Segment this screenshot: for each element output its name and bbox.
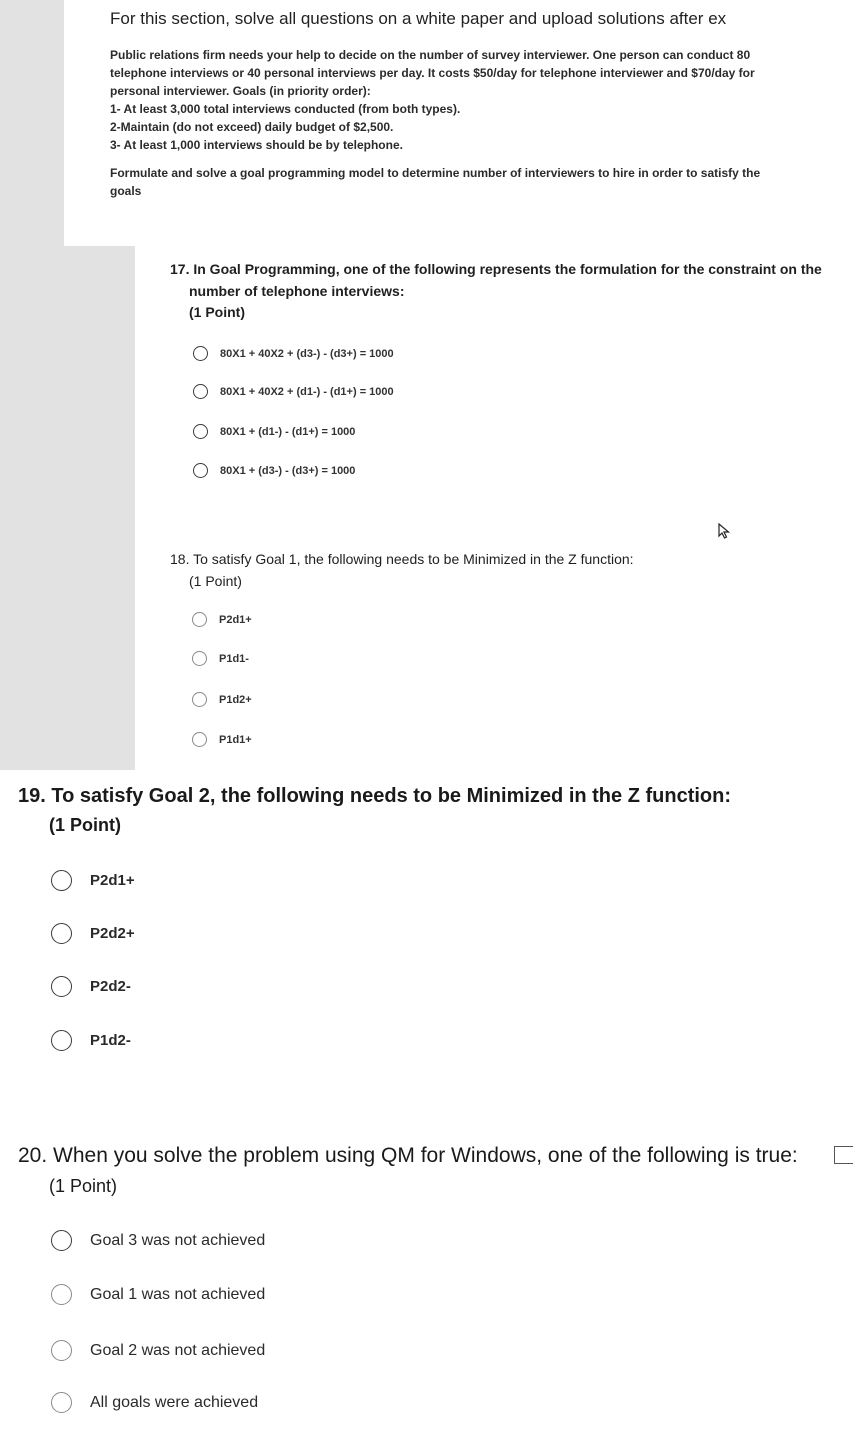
q18-option-2[interactable] xyxy=(192,651,249,666)
radio-button[interactable] xyxy=(51,1284,72,1305)
task-line-2: goals xyxy=(110,184,142,198)
q18-option-1[interactable] xyxy=(192,612,252,627)
radio-button[interactable] xyxy=(51,1230,72,1251)
q19-option-2[interactable] xyxy=(51,923,135,944)
q20-title: 20. When you solve the problem using QM for Windows, one of the following is true: xyxy=(18,1144,798,1167)
mouse-pointer-icon xyxy=(717,523,731,539)
q19-title: 19. To satisfy Goal 2, the following needs to be Minimized in the Z function: xyxy=(18,785,732,807)
q20-option-1[interactable] xyxy=(51,1230,265,1251)
radio-button[interactable] xyxy=(51,1340,72,1361)
q17-title: 17. In Goal Programming, one of the following represents the formulation for the constraint on the xyxy=(170,261,822,277)
q20-option-4[interactable] xyxy=(51,1392,258,1413)
q19-option-1-label: P2d1+ xyxy=(90,872,135,889)
problem-line-3: personal interviewer. Goals (in priority order): xyxy=(110,84,371,98)
q20-option-2[interactable] xyxy=(51,1284,265,1305)
q19-points: (1 Point) xyxy=(49,815,121,835)
q20-points: (1 Point) xyxy=(49,1176,118,1196)
q18-option-1-label: P2d1+ xyxy=(219,613,252,626)
q17-option-3-label: 80X1 + (d1-) - (d1+) = 1000 xyxy=(220,425,356,438)
radio-button[interactable] xyxy=(51,870,72,891)
q19-option-3[interactable] xyxy=(51,976,131,997)
q20-option-2-label: Goal 1 was not achieved xyxy=(90,1285,266,1303)
q18-option-3-label: P1d2+ xyxy=(219,693,252,706)
radio-button[interactable] xyxy=(51,1030,72,1051)
radio-button[interactable] xyxy=(193,463,208,478)
q18-title: 18. To satisfy Goal 1, the following needs to be Minimized in the Z function: xyxy=(170,551,634,567)
q18-option-3[interactable] xyxy=(192,692,252,707)
goal-3-line: 3- At least 1,000 interviews should be by telephone. xyxy=(110,138,403,152)
q19-option-4-label: P1d2- xyxy=(90,1032,131,1049)
q20-option-3-label: Goal 2 was not achieved xyxy=(90,1341,266,1359)
q17-option-2-label: 80X1 + 40X2 + (d1-) - (d1+) = 1000 xyxy=(220,385,394,398)
q19-option-1[interactable] xyxy=(51,870,135,891)
goal-2-line: 2-Maintain (do not exceed) daily budget of $2,500. xyxy=(110,120,394,134)
task-line-1: Formulate and solve a goal programming model to determine number of interviewers to hire in order to satisfy the xyxy=(110,166,761,180)
q20-option-4-label: All goals were achieved xyxy=(90,1393,259,1411)
radio-button[interactable] xyxy=(51,976,72,997)
q17-option-1[interactable] xyxy=(193,346,394,361)
q20-option-1-label: Goal 3 was not achieved xyxy=(90,1231,266,1249)
section-instructions-title: For this section, solve all questions on a white paper and upload solutions after ex xyxy=(110,9,727,28)
problem-line-1: Public relations firm needs your help to decide on the number of survey interviewer. One person can conduct 80 xyxy=(110,48,751,62)
image-icon[interactable] xyxy=(834,1146,853,1164)
q19-option-4[interactable] xyxy=(51,1030,131,1051)
radio-button[interactable] xyxy=(192,732,207,747)
radio-button[interactable] xyxy=(192,612,207,627)
q19-option-3-label: P2d2- xyxy=(90,978,131,995)
q19-option-2-label: P2d2+ xyxy=(90,925,135,942)
q17-option-1-label: 80X1 + 40X2 + (d3-) - (d3+) = 1000 xyxy=(220,347,394,360)
radio-button[interactable] xyxy=(51,923,72,944)
q18-option-2-label: P1d1- xyxy=(219,652,249,665)
q17-option-4-label: 80X1 + (d3-) - (d3+) = 1000 xyxy=(220,464,356,477)
q18-option-4[interactable] xyxy=(192,732,252,747)
q18-option-4-label: P1d1+ xyxy=(219,733,252,746)
radio-button[interactable] xyxy=(193,424,208,439)
q17-title-continued: number of telephone interviews: xyxy=(189,283,405,299)
radio-button[interactable] xyxy=(193,346,208,361)
radio-button[interactable] xyxy=(193,384,208,399)
q17-points: (1 Point) xyxy=(189,304,245,320)
radio-button[interactable] xyxy=(51,1392,72,1413)
goal-1-line: 1- At least 3,000 total interviews conducted (from both types). xyxy=(110,102,461,116)
q17-option-4[interactable] xyxy=(193,463,355,478)
q18-points: (1 Point) xyxy=(189,573,242,589)
q20-option-3[interactable] xyxy=(51,1340,265,1361)
q17-option-2[interactable] xyxy=(193,384,394,399)
problem-line-2: telephone interviews or 40 personal interviews per day. It costs $50/day for telephone interviewer and $70/day for xyxy=(110,66,755,80)
radio-button[interactable] xyxy=(192,651,207,666)
q17-option-3[interactable] xyxy=(193,424,355,439)
radio-button[interactable] xyxy=(192,692,207,707)
